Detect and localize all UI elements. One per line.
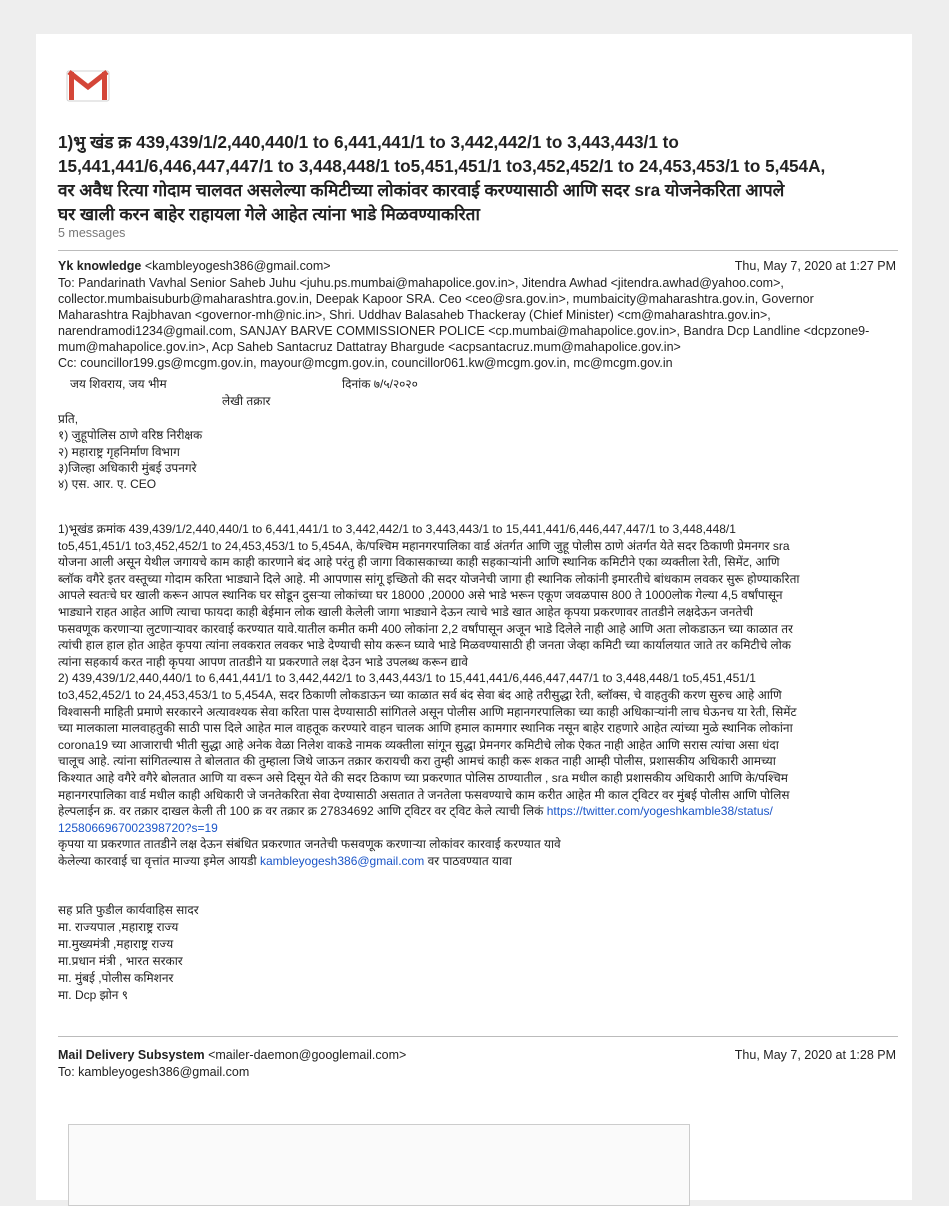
twitter-link[interactable]: https://twitter.com/yogeshkamble38/status/ bbox=[546, 804, 773, 819]
sender-email: <kambleyogesh386@gmail.com> bbox=[144, 259, 331, 273]
subject-line: 1)भु खंड क्र 439,439/1/2,440,440/1 to 6,441,441/1 to 3,442,442/1 to 3,443,443/1 to bbox=[58, 132, 679, 152]
closing-text: वर पाठवण्यात यावा bbox=[424, 853, 512, 868]
paragraph2-line: च्या मालकाला मालवाहतुकी साठी पास दिले आहेत माल वाहतूक करण्यारे वाहन चालक आणि हमाल कामगार स्थानिक नसून बाहेर राहणारे आहेत त्यांच्या मुळे स्थानिक लोकांना bbox=[58, 721, 793, 736]
paragraph2-line: महानगरपालिका वार्ड मधील काही अधिकारी जे जनतेकरिता सेवा देण्यासाठी असतात ते जनतेला फसवण्याचे काम करीत आहेत मी काल ट्विटर वर मुंबई पोलीस आणि पोलिस bbox=[58, 787, 790, 802]
paragraph1-line: ब्लॉक वगैरे इतर वस्तूच्या गोदाम करिता भाड्याने दिले आहे. मी आपणास सांगू इच्छितो की सदर योजनेची जागा ही स्थानिक लोकांनी इमारतीचे बांधकाम लवकर सुरू होण्याकरिता bbox=[58, 571, 800, 586]
delivery-status-box bbox=[68, 1124, 690, 1206]
letter-body bbox=[58, 521, 908, 869]
letter-type: लेखी तक्रार bbox=[222, 394, 271, 408]
addressee-item: ३)जिल्हा अधिकारी मुंबई उपनगरे bbox=[58, 460, 197, 475]
copy-item: मा.प्रधान मंत्री , भारत सरकार bbox=[58, 954, 183, 968]
subject-line: वर अवैध रित्या गोदाम चालवत असलेल्या कमिटीच्या लोकांवर कारवाई करण्यासाठी आणि सदर sra योजनेकरिता आपले bbox=[58, 180, 785, 200]
email-print-page bbox=[36, 34, 912, 1200]
sender-email: <mailer-daemon@googlemail.com> bbox=[208, 1048, 407, 1062]
message1-recipients bbox=[58, 275, 898, 371]
recipient-line: To: kambleyogesh386@gmail.com bbox=[58, 1065, 250, 1079]
copies-heading: सह प्रति फुडील कार्यवाहिस सादर bbox=[58, 903, 199, 917]
recipient-line: To: Pandarinath Vavhal Senior Saheb Juhu <juhu.ps.mumbai@mahapolice.gov.in>, Jitendra Awhad <jitendra.awhad@yahoo.com>, bbox=[58, 276, 784, 290]
recipient-line: mum@mahapolice.gov.in>, Acp Saheb Santacruz Dattatray Bhargude <acpsantacruz.mum@mahapolice.gov.in> bbox=[58, 340, 681, 354]
recipient-line: collector.mumbaisuburb@maharashtra.gov.in, Deepak Kapoor SRA. Ceo <ceo@sra.gov.in>, mumbaicity@maharashtra.gov.in, Governor bbox=[58, 292, 814, 306]
divider bbox=[58, 250, 898, 251]
paragraph1-line: योजना आली असून येथील जगायचे काम काही कारणाने बंद आहे परंतु ही जागा विकासकाच्या काही सहकाऱ्यांनी आणि स्थानिक कमिटीने एका व्यक्तीला रेती, सिमेंट, आणि bbox=[58, 555, 780, 570]
closing-text: केलेल्या कारवाई चा वृत्तांत माज्या इमेल आयडी bbox=[58, 853, 260, 868]
message1-sender bbox=[58, 259, 331, 273]
paragraph2-line: corona19 च्या आजाराची भीती सुद्धा आहे अनेक वेळा निलेश वाकडे नामक व्यक्तीला सांगून सुद्धा प्रेमनगर कमिटीचे लोक ऐकत नाही आहेत आणि सरास त्यांचा असा धंदा bbox=[58, 737, 779, 752]
copy-item: मा. मुंबई ,पोलीस कमिशनर bbox=[58, 971, 174, 985]
paragraph1-line: भाड्याने राहत आहेत आणि त्याचा फायदा काही बेईमान लोक खाली केलेली जागा भाड्याने देऊन त्याचे भाडे खात आहेत कृपया प्रकरणावर तातडीने लक्षदेऊन जनतेची bbox=[58, 604, 754, 619]
recipient-line: narendramodi1234@gmail.com, SANJAY BARVE COMMISSIONER POLICE <cp.mumbai@mahapolice.gov.in>, Bandra Dcp Landline <dcpzone9- bbox=[58, 324, 870, 338]
recipient-line: Maharashtra Rajbhavan <governor-mh@nic.in>, Shri. Uddhav Balasaheb Thackeray (Chief Minister) <cm@maharashtra.gov.in>, bbox=[58, 308, 771, 322]
recipient-line: Cc: councillor199.gs@mcgm.gov.in, mayour@mcgm.gov.in, councillor061.kw@mcgm.gov.in, mc@mcgm.gov.in bbox=[58, 356, 673, 370]
helpline-text: हेल्पलाईन क्र. वर तक्रार दाखल केली ती 100 क्र वर तक्रार क्र 27834692 आणि ट्विटर वर ट्विट केले त्याची लिकं bbox=[58, 804, 547, 819]
closing-line bbox=[58, 853, 908, 870]
subject-line: घर खाली करन बाहेर राहायला गेले आहेत त्यांना भाडे मिळवण्याकरिता bbox=[58, 204, 480, 224]
message2-date: Thu, May 7, 2020 at 1:28 PM bbox=[734, 1048, 896, 1062]
paragraph2-line: विश्वासनी माहिती प्रमाणे सरकारने अत्यावश्यक सेवा करिता पास देण्यासाठी सांगितले असून पोलीस आणि महानगरपालिका च्या काही अधिकाऱ्यांनी लाच घेऊनच या रेती, सिमेंट bbox=[58, 704, 797, 719]
message2-recipients bbox=[58, 1064, 898, 1080]
paragraph1-line: त्यांची हाल हाल होत आहेत कृपया त्यांना लवकरात लवकर भाडे देण्याची सोय करून घ्यावे भाडे मिळवण्यासाठी ही जनता जेव्हा कमिटी च्या कार्यालयात जाते तर कमिटीचे लोक bbox=[58, 638, 792, 653]
gmail-logo-icon bbox=[66, 68, 110, 102]
prati-label: प्रति, bbox=[58, 412, 79, 426]
paragraph2-line: to3,452,452/1 to 24,453,453/1 to 5,454A, सदर ठिकाणी लोकडाऊन च्या काळात सर्व बंद सेवा बंद आहे तरीसुद्धा रेती, ब्लॉक्स, चे वाहतुकी करण सुरुच आहे आणि bbox=[58, 687, 782, 702]
link-continuation-line bbox=[58, 820, 908, 837]
paragraph1-line: फसवणूक करणाऱ्या लुटणाऱ्यावर कारवाई करण्यात यावे.यातील कमीत कमी 400 लोकांना 2,2 वर्षांपासून अजून भाडे दिलेले नाही आहे आणि अता लोकडाऊन च्या काळात तर bbox=[58, 621, 793, 636]
helpline-line bbox=[58, 803, 908, 820]
paragraph1-line: 1)भूखंड क्रमांक 439,439/1/2,440,440/1 to 6,441,441/1 to 3,442,442/1 to 3,443,443/1 to 15,441,441/6,446,447,447/1 to 3,448,448/1 bbox=[58, 522, 736, 536]
addressee-block bbox=[58, 411, 202, 492]
addressee-item: १) जुहूपोलिस ठाणे वरिष्ठ निरीक्षक bbox=[58, 428, 203, 443]
sender-name: Yk knowledge bbox=[58, 259, 142, 273]
paragraph1-line: to5,451,451/1 to3,452,452/1 to 24,453,453/1 to 5,454A, के/पश्चिम महानगरपालिका वार्ड अंतर्गत आणि जुहू पोलीस ठाणे अंतर्गत येते सदर ठिकाणी प्रेमनगर sra bbox=[58, 538, 790, 553]
message2-sender bbox=[58, 1048, 406, 1062]
message1-date: Thu, May 7, 2020 at 1:27 PM bbox=[734, 259, 896, 273]
sender-name: Mail Delivery Subsystem bbox=[58, 1048, 205, 1062]
divider bbox=[58, 1036, 898, 1037]
paragraph1-line: आपले स्वतःचे घर खाली करून आपल स्थानिक घर सोडून दुसऱ्या लोकांच्या घर 18000 ,20000 असे भाडे भरून एकूण जवळपास 800 ते 1000लोक गेल्या 4,5 वर्षांपासून bbox=[58, 588, 783, 603]
addressee-item: ४) एस. आर. ए. CEO bbox=[58, 477, 157, 492]
message-count: 5 messages bbox=[58, 226, 126, 240]
copy-item: मा.मुख्यमंत्री ,महाराष्ट्र राज्य bbox=[58, 937, 174, 951]
paragraph1-line: त्यांना सहकार्य करत नाही कृपया आपण तातडीने या प्रकरणाते लक्ष देउन भाडे उपलब्ध करून द्यावे bbox=[58, 654, 468, 669]
copy-item: मा. राज्यपाल ,महाराष्ट्र राज्य bbox=[58, 920, 179, 934]
subject-line: 15,441,441/6,446,447,447/1 to 3,448,448/1 to5,451,451/1 to3,452,452/1 to 24,453,453/1 to 5,454A, bbox=[58, 156, 826, 176]
copy-item: मा. Dcp झोन ९ bbox=[58, 988, 129, 1002]
addressee-item: २) महाराष्ट्र गृहनिर्माण विभाग bbox=[58, 444, 180, 459]
paragraph2-line: चालूच आहे. त्यांना सांगितल्यास ते बोलतात की तुम्हाला जिथे जाऊन तक्रार करायची करा तुम्ही आमचं काही करू शकत नाही आम्ही पोलीस, प्रशासकीय अधिकारी आमच्या bbox=[58, 754, 776, 769]
greeting: जय शिवराय, जय भीम bbox=[70, 377, 167, 391]
paragraph2-line: 2) 439,439/1/2,440,440/1 to 6,441,441/1 to 3,442,442/1 to 3,443,443/1 to 15,441,441/6,446,447,447/1 to 3,448,448/1 to5,451,451/1 bbox=[58, 671, 756, 686]
email-link[interactable]: kambleyogesh386@gmail.com bbox=[259, 853, 425, 868]
letter-date: दिनांक ७/५/२०२० bbox=[342, 377, 418, 391]
twitter-link-continued[interactable]: 1258066967002398720?s=19 bbox=[58, 820, 218, 835]
paragraph2-line: किश्यात आहे वगैरे वगैरे बोलतात आणि या वरून असे दिसून येते की सदर ठिकाण च्या प्रकरणात पोलिस ठाण्यातील , sra मधील काही प्रशासकीय अधिकारी आणि के/पश्चिम bbox=[58, 770, 788, 785]
closing-line: कृपया या प्रकरणात तातडीने लक्ष देऊन संबंधित प्रकरणात जनतेची फसवणूक करणाऱ्या लोकांवर कारवाई करण्यात यावे bbox=[58, 837, 561, 852]
email-subject bbox=[58, 130, 898, 226]
copies-block bbox=[58, 902, 199, 1004]
